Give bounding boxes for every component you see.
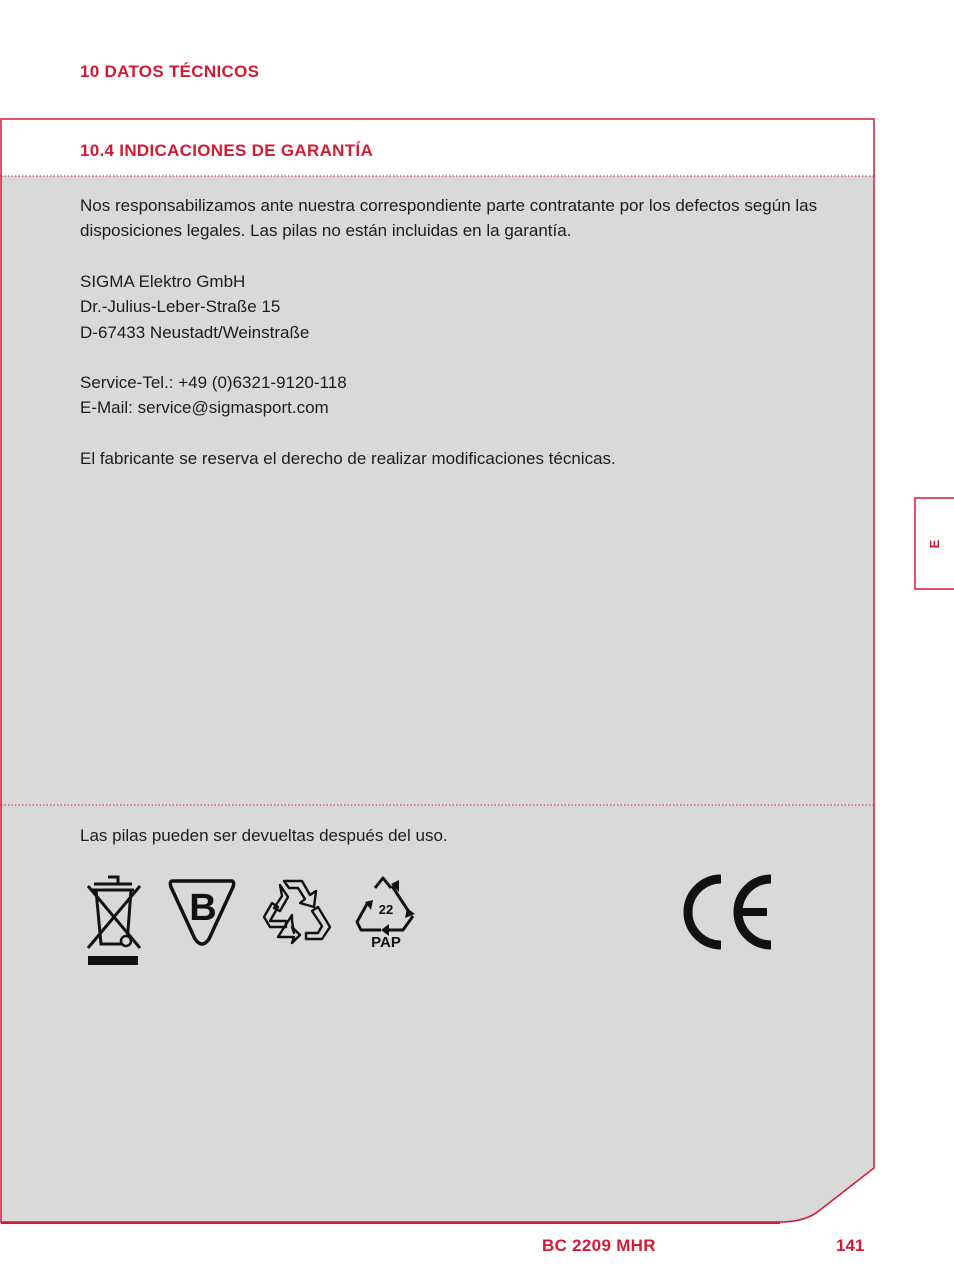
contact-block [80, 370, 840, 421]
section-title: 10.4 INDICACIONES DE GARANTÍA [80, 141, 374, 160]
address-line: Dr.-Julius-Leber-Straße 15 [80, 297, 281, 317]
ce-mark-icon [683, 873, 775, 951]
address-line: SIGMA Elektro GmbH [80, 272, 246, 291]
service-phone: Service-Tel.: +49 (0)6321-9120-118 [80, 373, 347, 392]
recycle-icon [260, 877, 334, 945]
chapter-title: 10 DATOS TÉCNICOS [80, 62, 260, 81]
modification-notice: El fabricante se reserva el derecho de realizar modificaciones técnicas. [80, 449, 616, 468]
language-tab: E [927, 539, 942, 549]
recycling-code-icon [353, 874, 419, 952]
address-block [80, 269, 840, 345]
battery-shield-icon [167, 877, 237, 947]
battery-letter: B [189, 887, 217, 929]
service-email: E-Mail: service@sigmasport.com [80, 398, 329, 418]
crossed-bin-icon [82, 872, 144, 968]
address-line: D-67433 Neustadt/Weinstraße [80, 322, 310, 342]
recycling-code-label: PAP [371, 934, 401, 951]
warranty-paragraph: Nos responsabilizamos ante nuestra correspondiente parte contratante por los defectos según las disposiciones legales. Las pilas no están incluidas en la garantía. [80, 196, 818, 241]
recycling-code-number: 22 [378, 902, 394, 917]
page-number: 141 [836, 1236, 865, 1255]
battery-return-note: Las pilas pueden ser devueltas después del uso. [80, 826, 448, 845]
footer-model: BC 2209 MHR [542, 1236, 656, 1255]
